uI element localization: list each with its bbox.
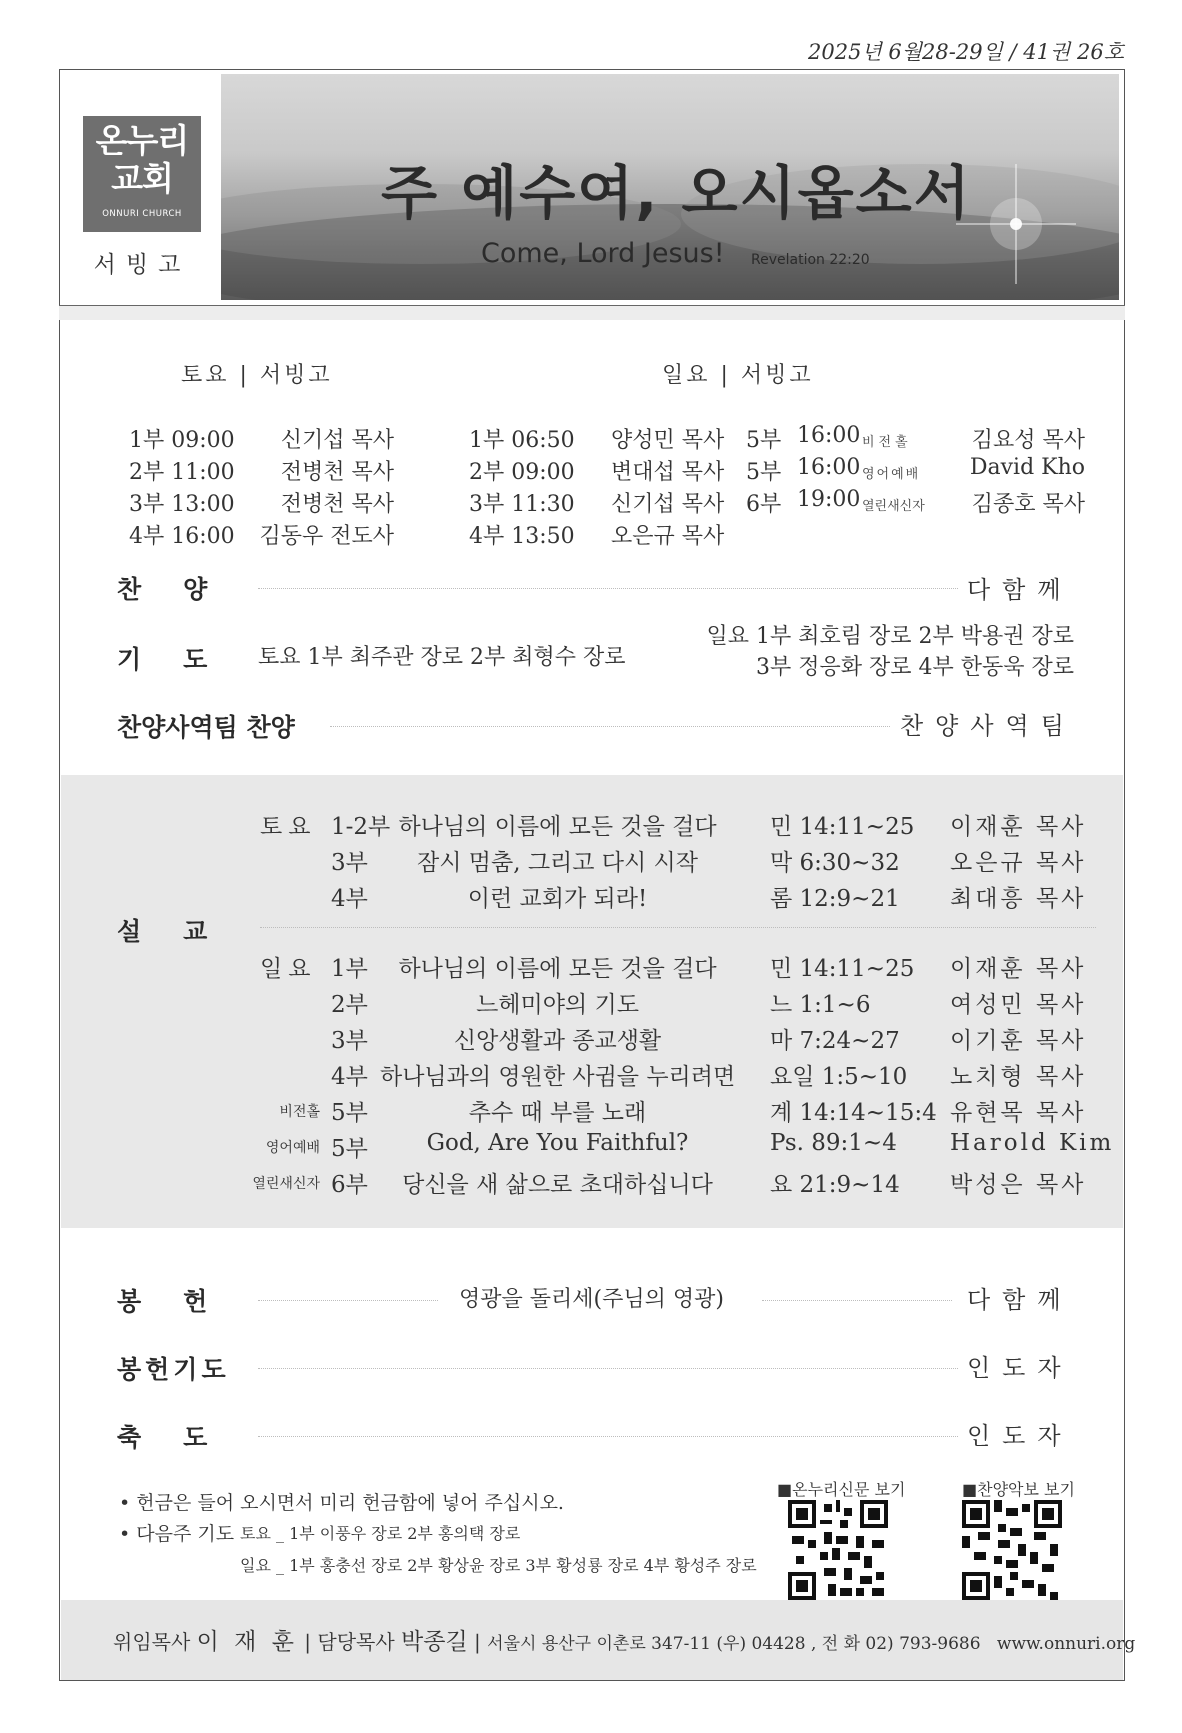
sermon-pastor: 유현목 목사 xyxy=(950,1100,1087,1126)
sermon-part: 3부 xyxy=(331,1028,368,1054)
sermon-scripture: 요 21:9~14 xyxy=(770,1172,900,1198)
sermon-part: 5부 xyxy=(331,1100,368,1126)
sun-extra-pastor: David Kho xyxy=(969,455,1085,480)
sermon-part: 3부 xyxy=(331,850,368,876)
sun-service-pastor: 변대섭 목사 xyxy=(611,460,725,485)
offering-notice: • 헌금은 들어 오시면서 미리 헌금함에 넣어 주십시오. xyxy=(119,1492,564,1514)
church-website[interactable]: www.onnuri.org xyxy=(996,1634,1136,1654)
sermon-title: 이런 교회가 되라! xyxy=(467,886,648,912)
next-week-prayer-label: • 다음주 기도 xyxy=(119,1523,235,1545)
sermon-title: 하나님의 이름에 모든 것을 걸다 xyxy=(398,956,717,982)
sermon-part: 1부 xyxy=(331,956,368,982)
choir-leader: 찬양사역팀 xyxy=(900,712,1076,740)
sermon-part: 4부 xyxy=(331,1064,368,1090)
banner-reference: Revelation 22:20 xyxy=(751,252,870,268)
sun-extra-time: 16:00 xyxy=(797,455,861,480)
leader-dots xyxy=(330,726,890,727)
sermon-title: 추수 때 부를 노래 xyxy=(468,1100,647,1126)
sermon-part: 4부 xyxy=(331,886,368,912)
sermon-scripture: 계 14:14~15:4 xyxy=(770,1100,937,1126)
sermon-title: 당신을 새 삶으로 초대하십니다 xyxy=(402,1172,713,1198)
sermon-pastor: 오은규 목사 xyxy=(950,850,1087,876)
sermon-divider xyxy=(260,927,1096,928)
sermon-scripture: 요일 1:5~10 xyxy=(770,1064,908,1090)
offering-prayer-leader: 인도자 xyxy=(967,1354,1073,1382)
sun-extra-pastor: 김요성 목사 xyxy=(971,428,1085,453)
sun-service-pastor: 신기섭 목사 xyxy=(611,492,725,517)
sermon-scripture: 민 14:11~25 xyxy=(770,814,915,840)
sun-service-time: 3부 11:30 xyxy=(469,492,575,517)
prayer-sunday-1: 일요 1부 최호림 장로 2부 박용권 장로 xyxy=(706,624,1074,649)
sat-service-pastor: 신기섭 목사 xyxy=(280,428,394,453)
sermon-row xyxy=(0,880,1182,916)
sermon-scripture: 막 6:30~32 xyxy=(770,850,900,876)
sat-service-pastor: 전병천 목사 xyxy=(280,460,394,485)
sat-service-time: 4부 16:00 xyxy=(129,524,235,549)
offering-leader: 다함께 xyxy=(967,1286,1073,1314)
sermon-pastor: 노치형 목사 xyxy=(950,1064,1087,1090)
sun-extra-part: 6부 xyxy=(746,492,782,517)
sermon-label: 설교 xyxy=(117,917,250,946)
sermon-pastor: 이재훈 목사 xyxy=(950,814,1087,840)
sermon-scripture: 민 14:11~25 xyxy=(770,956,915,982)
score-qr-code[interactable] xyxy=(962,1500,1062,1600)
footer-separator: | xyxy=(304,1630,318,1654)
sun-service-pastor: 양성민 목사 xyxy=(611,428,725,453)
sermon-venue: 열린새신자 xyxy=(252,1176,320,1192)
benediction-label: 축도 xyxy=(117,1423,250,1452)
sermon-row xyxy=(0,950,1182,986)
sat-service-time: 2부 11:00 xyxy=(129,460,235,485)
newspaper-qr-code[interactable] xyxy=(788,1500,888,1600)
sat-service-pastor: 김동우 전도사 xyxy=(259,524,394,549)
prayer-label: 기도 xyxy=(117,645,250,674)
campus-name: 서빙고 xyxy=(93,252,191,278)
leader-dots xyxy=(258,1368,958,1369)
sermon-title: 잠시 멈춤, 그리고 다시 시작 xyxy=(417,850,698,876)
score-qr-label: ■찬양악보 보기 xyxy=(962,1480,1075,1499)
next-week-prayer-sunday: 일요 _ 1부 홍충선 장로 2부 황상윤 장로 3부 황성룡 장로 4부 황성주 장로 xyxy=(240,1556,757,1575)
newspaper-qr-label: ■온누리신문 보기 xyxy=(777,1480,906,1499)
senior-pastor-name: 이 재 훈 xyxy=(196,1629,298,1655)
leader-dots xyxy=(258,588,958,589)
sermon-pastor: Harold Kim xyxy=(950,1130,1115,1156)
sun-service-time: 2부 09:00 xyxy=(469,460,575,485)
sermon-pastor: 이기훈 목사 xyxy=(950,1028,1087,1054)
offering-label: 봉헌 xyxy=(117,1287,250,1316)
logo-text: 온누리교회 xyxy=(95,121,189,198)
leader-dots xyxy=(258,1300,438,1301)
sermon-row xyxy=(0,1022,1182,1058)
campus-pastor-name: 박종길 xyxy=(401,1629,468,1655)
sun-extra-time: 16:00 xyxy=(797,423,861,448)
sat-service-time: 1부 09:00 xyxy=(129,428,235,453)
sermon-venue: 영어예배 xyxy=(265,1140,320,1156)
sat-service-pastor: 전병천 목사 xyxy=(280,492,394,517)
sun-extra-pastor: 김종호 목사 xyxy=(971,492,1085,517)
prayer-sunday-2: 3부 정응화 장로 4부 한동욱 장로 xyxy=(756,655,1074,680)
sermon-title: God, Are You Faithful? xyxy=(426,1130,689,1156)
saturday-heading: 토요 | 서빙고 xyxy=(181,363,333,388)
sun-extra-venue: 비전홀 xyxy=(862,435,912,450)
benediction-leader: 인도자 xyxy=(967,1422,1073,1450)
sunday-heading: 일요 | 서빙고 xyxy=(662,363,814,388)
sermon-scripture: 롬 12:9~21 xyxy=(770,886,900,912)
sun-extra-venue: 열린새신자 xyxy=(862,499,925,514)
sun-service-pastor: 오은규 목사 xyxy=(611,524,725,549)
qr-code-icon xyxy=(962,1500,1062,1600)
banner-subtitle: Come, Lord Jesus! xyxy=(481,238,725,269)
offering-prayer-label: 봉헌기도 xyxy=(117,1355,230,1384)
sermon-pastor: 이재훈 목사 xyxy=(950,956,1087,982)
sun-extra-part: 5부 xyxy=(746,460,782,485)
sermon-part: 2부 xyxy=(331,992,368,1018)
sat-service-time: 3부 13:00 xyxy=(129,492,235,517)
sermon-part: 6부 xyxy=(331,1172,368,1198)
sermon-row xyxy=(0,1166,1182,1202)
sun-service-time: 1부 06:50 xyxy=(469,428,575,453)
sermon-title: 하나님과의 영원한 사귐을 누리려면 xyxy=(380,1064,736,1090)
sermon-day: 토요 xyxy=(260,814,317,840)
next-week-prayer-saturday: 토요 _ 1부 이풍우 장로 2부 홍의택 장로 xyxy=(240,1524,521,1543)
offering-hymn: 영광을 돌리세(주님의 영광) xyxy=(459,1287,724,1312)
sermon-row xyxy=(0,1094,1182,1130)
sermon-part: 5부 xyxy=(331,1136,368,1162)
sermon-venue: 비전홀 xyxy=(279,1104,320,1120)
sun-extra-part: 5부 xyxy=(746,428,782,453)
praise-label: 찬양 xyxy=(117,575,250,604)
sermon-pastor: 박성은 목사 xyxy=(950,1172,1087,1198)
logo-subtext: ONNURI CHURCH xyxy=(102,209,182,219)
header-divider xyxy=(59,305,1125,320)
praise-leader: 다함께 xyxy=(967,576,1073,604)
sermon-row xyxy=(0,1058,1182,1094)
senior-pastor-title: 위임목사 xyxy=(113,1630,191,1654)
sermon-part: 1-2부 xyxy=(331,814,391,840)
church-logo xyxy=(83,116,201,232)
sermon-day: 일요 xyxy=(260,956,317,982)
sun-extra-time: 19:00 xyxy=(797,487,861,512)
campus-pastor-title: 담당목사 xyxy=(317,1630,395,1654)
footer-info xyxy=(113,1623,1135,1656)
church-address: 서울시 용산구 이촌로 347-11 (우) 04428 , 전 화 02) 793-9686 xyxy=(487,1634,981,1654)
sermon-row xyxy=(0,1130,1182,1166)
sermon-scripture: 느 1:1~6 xyxy=(770,992,871,1018)
sun-extra-venue: 영어예배 xyxy=(862,467,921,482)
leader-dots xyxy=(258,1436,958,1437)
choir-label: 찬양사역팀 찬양 xyxy=(117,713,295,742)
issue-date: 2025년 6월28-29일 / 41권 26호 xyxy=(808,40,1124,64)
sermon-scripture: 마 7:24~27 xyxy=(770,1028,900,1054)
sermon-title: 신앙생활과 종교생활 xyxy=(453,1028,662,1054)
theme-banner xyxy=(221,74,1119,300)
footer-separator: | xyxy=(474,1630,488,1654)
sermon-title: 하나님의 이름에 모든 것을 걸다 xyxy=(398,814,717,840)
sun-service-time: 4부 13:50 xyxy=(469,524,575,549)
prayer-saturday: 토요 1부 최주관 장로 2부 최형수 장로 xyxy=(258,645,626,670)
banner-title: 주 예수여, 오시옵소서 xyxy=(381,159,972,227)
sermon-row xyxy=(0,986,1182,1022)
qr-code-icon xyxy=(788,1500,888,1600)
sermon-title: 느헤미야의 기도 xyxy=(476,992,639,1018)
sermon-scripture: Ps. 89:1~4 xyxy=(770,1130,897,1156)
leader-dots xyxy=(762,1300,952,1301)
sermon-row xyxy=(0,844,1182,880)
sermon-row xyxy=(0,808,1182,844)
sermon-pastor: 여성민 목사 xyxy=(950,992,1087,1018)
sermon-pastor: 최대흥 목사 xyxy=(950,886,1087,912)
